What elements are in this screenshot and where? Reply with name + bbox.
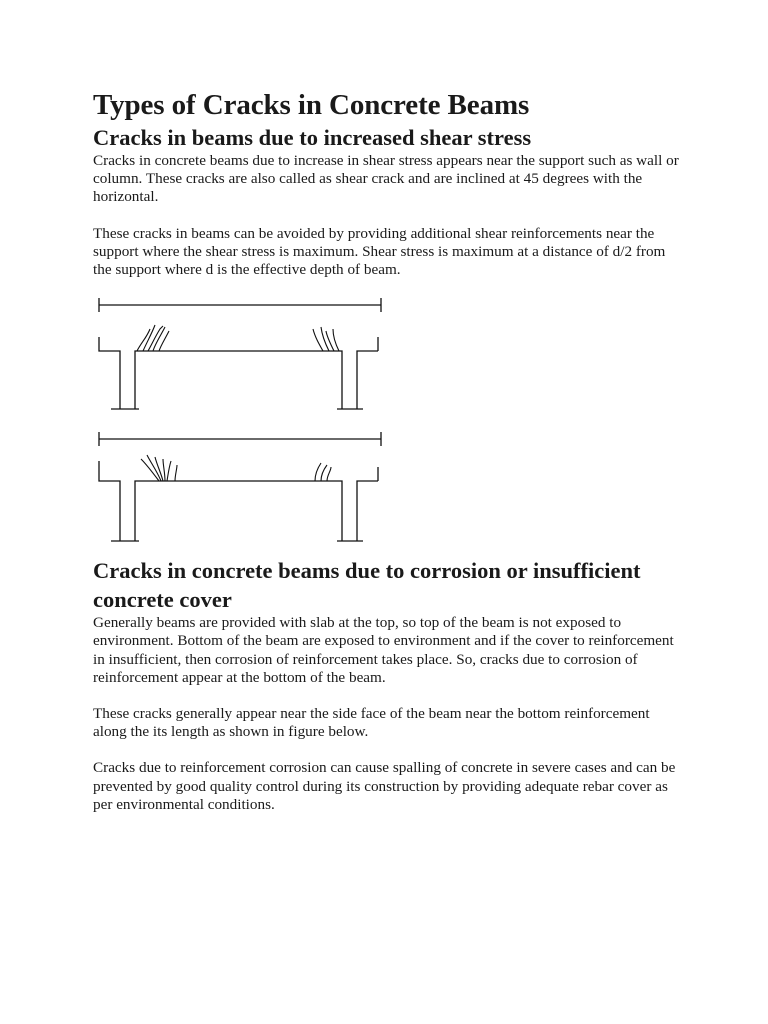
paragraph-shear-1: Cracks in concrete beams due to increase in shear stress appears near the support such as wall or column. These cracks are also called as shear crack and are inclined at 45 degrees with the horizontal. xyxy=(93,152,679,206)
paragraph-corrosion-2: These cracks generally appear near the side face of the beam near the bottom reinforcement along the its length as shown in figure below. xyxy=(93,705,650,741)
document-page xyxy=(93,88,683,814)
beam-diagram-1 xyxy=(99,298,381,409)
beam-diagram-2 xyxy=(99,432,381,541)
shear-crack-figure xyxy=(91,289,391,547)
paragraph-shear-2: These cracks in beams can be avoided by providing additional shear reinforcements near the support where the shear stress is maximum. Shear stress is maximum at a distance of d/2 from the support where d is the effective depth of beam. xyxy=(93,224,666,279)
shear-cracks-left-2 xyxy=(141,455,177,481)
page-title: Types of Cracks in Concrete Beams xyxy=(93,89,530,121)
shear-cracks-right-1 xyxy=(313,327,339,351)
shear-cracks-left-1 xyxy=(137,325,169,351)
shear-cracks-right-2 xyxy=(315,463,331,481)
section-heading-shear: Cracks in beams due to increased shear stress xyxy=(93,125,532,150)
paragraph-corrosion-3: Cracks due to reinforcement corrosion can cause spalling of concrete in severe cases and can be prevented by good quality control during its construction by providing adequate rebar cover as per environmental conditions. xyxy=(93,759,676,813)
section-heading-corrosion: Cracks in concrete beams due to corrosion or insufficient concrete cover xyxy=(93,558,641,612)
paragraph-corrosion-1: Generally beams are provided with slab at the top, so top of the beam is not exposed to environment. Bottom of the beam are exposed to environment and if the cover to reinforcement in insufficient, then corrosion of reinforcement takes place. So, cracks due to corrosion of reinforcement appear at the bottom of the beam. xyxy=(93,614,674,686)
